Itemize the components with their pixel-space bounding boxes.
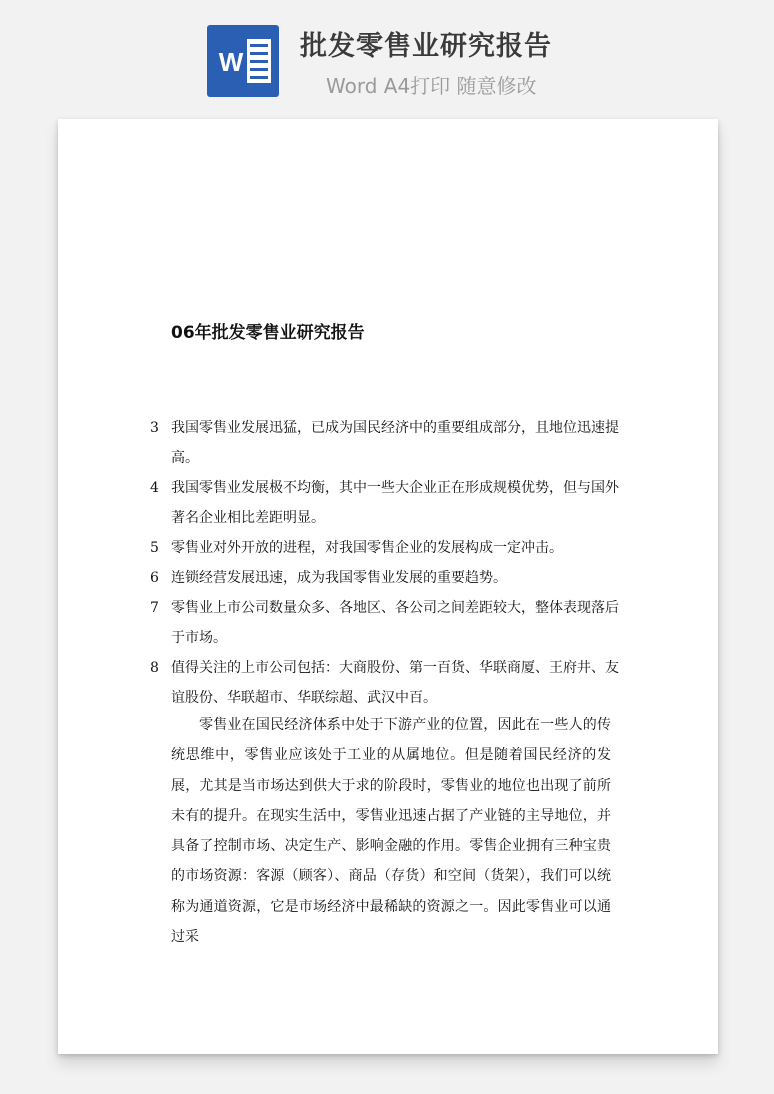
word-icon <box>207 25 279 97</box>
list-item-number: 5 <box>150 540 159 556</box>
list-item <box>150 593 620 653</box>
list-item-number: 8 <box>150 660 159 676</box>
list-item-text: 我国零售业发展极不均衡，其中一些大企业正在形成规模优势，但与国外著名企业相比差距明显。 <box>171 480 619 526</box>
banner <box>0 0 774 118</box>
list-item <box>150 413 620 473</box>
list-item <box>150 563 620 593</box>
list-item-number: 7 <box>150 600 159 616</box>
list-item-text: 值得关注的上市公司包括：大商股份、第一百货、华联商厦、王府井、友谊股份、华联超市、华联综超、武汉中百。 <box>171 660 619 706</box>
banner-subtitle: Word A4打印 随意修改 <box>326 74 537 98</box>
word-icon-letter: W <box>218 47 244 77</box>
body-paragraph: 零售业在国民经济体系中处于下游产业的位置，因此在一些人的传统思维中，零售业应该处于工业的从属地位。但是随着国民经济的发展，尤其是当市场达到供大于求的阶段时，零售业的地位也出现了前所未有的提升。在现实生活中，零售业迅速占据了产业链的主导地位，并具备了控制市场、决定生产、影响金融的作用。零售企业拥有三种宝贵的市场资源：客源（顾客）、商品（存货）和空间（货架），我们可以统称为通道资源，它是市场经济中最稀缺的资源之一。因此零售业可以通过采 <box>171 717 611 946</box>
list-item <box>150 473 620 533</box>
list-item-text: 零售业上市公司数量众多、各地区、各公司之间差距较大，整体表现落后于市场。 <box>171 600 619 646</box>
list-item-number: 6 <box>150 570 159 586</box>
list-item <box>150 533 620 563</box>
list-item-text: 我国零售业发展迅猛，已成为国民经济中的重要组成部分，且地位迅速提高。 <box>171 420 619 466</box>
numbered-list <box>150 413 620 713</box>
banner-title: 批发零售业研究报告 <box>300 31 552 62</box>
list-item <box>150 653 620 713</box>
document-page <box>58 119 718 1054</box>
document-lines-icon <box>247 39 271 83</box>
list-item-text: 零售业对外开放的进程，对我国零售企业的发展构成一定冲击。 <box>171 540 563 556</box>
list-item-number: 3 <box>150 420 159 436</box>
list-item-number: 4 <box>150 480 159 496</box>
list-item-text: 连锁经营发展迅速，成为我国零售业发展的重要趋势。 <box>171 570 507 586</box>
document-title: 06年批发零售业研究报告 <box>171 323 365 343</box>
